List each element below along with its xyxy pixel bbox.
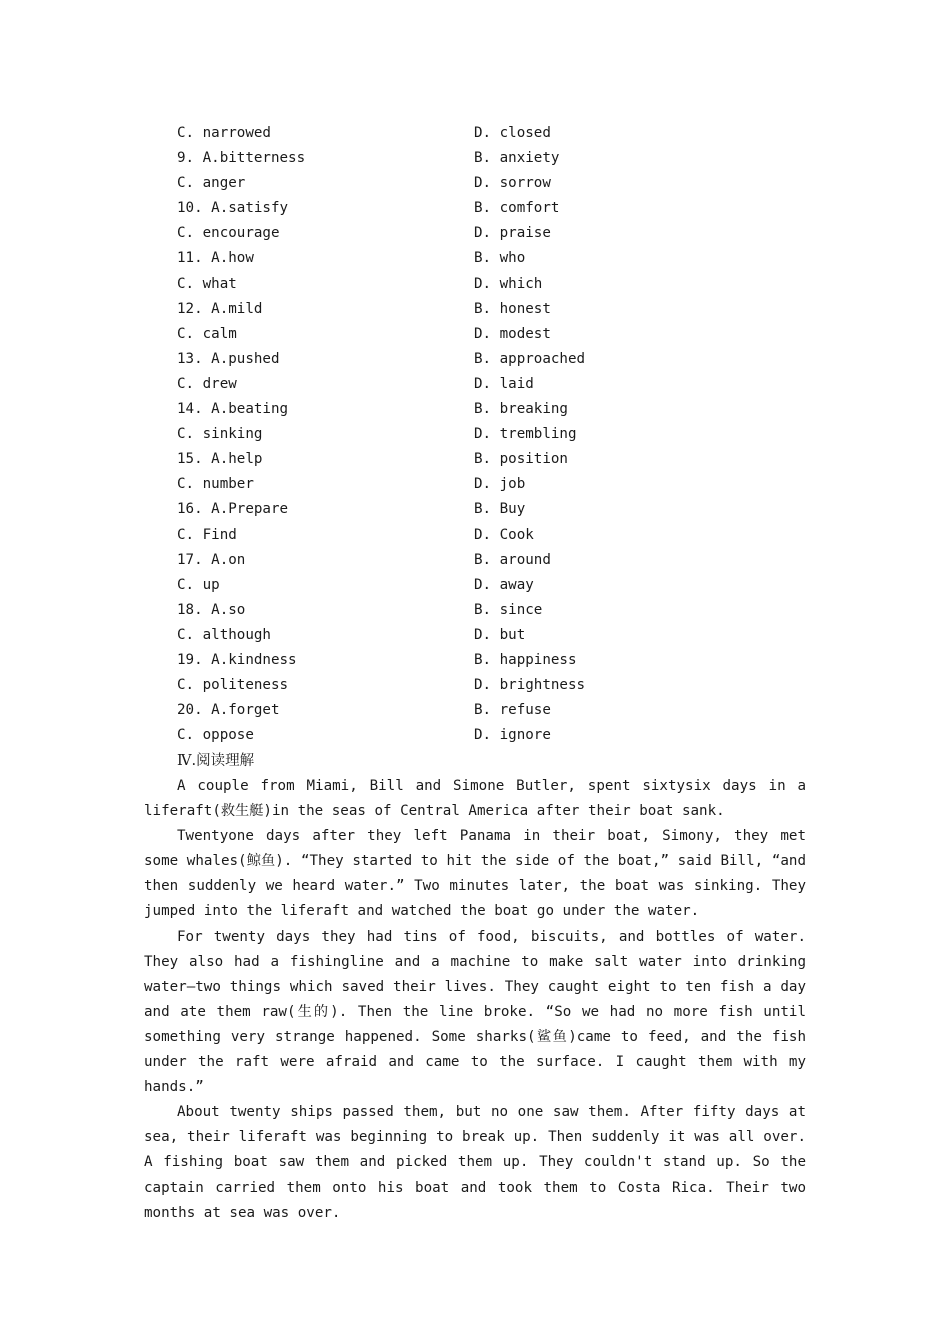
option-left: 13. A.pushed: [177, 350, 280, 367]
option-left: C. anger: [177, 175, 246, 192]
option-right: B. who: [474, 250, 526, 267]
option-row: [177, 723, 817, 748]
option-row: [177, 497, 817, 522]
option-left: 17. A.on: [177, 551, 246, 568]
option-right: B. breaking: [474, 401, 568, 418]
option-right: B. approached: [474, 350, 586, 367]
option-right: B. happiness: [474, 651, 577, 668]
option-left: C. narrowed: [177, 125, 271, 141]
option-right: B. anxiety: [474, 150, 560, 167]
option-row: [177, 397, 817, 422]
option-row: [177, 447, 817, 472]
option-left: C. sinking: [177, 426, 263, 443]
option-left: C. drew: [177, 375, 237, 392]
section-heading: Ⅳ.阅读理解: [177, 753, 255, 769]
option-left: C. number: [177, 476, 254, 493]
option-right: D. praise: [474, 225, 551, 242]
option-right: D. laid: [474, 375, 534, 392]
option-row: [177, 623, 817, 648]
option-left: C. oppose: [177, 727, 254, 744]
option-right: D. job: [474, 476, 526, 493]
option-right: D. brightness: [474, 677, 586, 694]
option-left: C. politeness: [177, 677, 289, 694]
option-row: [177, 698, 817, 723]
option-left: 14. A.beating: [177, 401, 289, 418]
passage-paragraph: A couple from Miami, Bill and Simone Butler, spent sixtysix days in a liferaft(救生艇)in the seas of Central America after their boat sank.: [144, 778, 806, 820]
option-right: B. refuse: [474, 702, 551, 719]
answer-options: [177, 121, 817, 748]
option-left: C. what: [177, 275, 237, 292]
option-left: 18. A.so: [177, 601, 246, 618]
option-left: 19. A.kindness: [177, 651, 297, 668]
option-row: [177, 196, 817, 221]
option-left: C. encourage: [177, 225, 280, 242]
option-row: [177, 322, 817, 347]
passage-paragraph: For twenty days they had tins of food, biscuits, and bottles of water. They also had a fishingline and a machine to make salt water into drinking water—two things which saved their lives. They caught eight to ten fish a day and ate them raw(生的). Then the line broke. “So we had no more fish until something very strange happened. Some sharks(鲨鱼)came to feed, and the fish under the raft were afraid and came to the surface. I caught them with my hands.”: [144, 928, 806, 1096]
option-right: D. modest: [474, 325, 551, 342]
option-left: 11. A.how: [177, 250, 254, 267]
option-left: C. up: [177, 576, 220, 593]
option-right: B. around: [474, 551, 551, 568]
option-row: [177, 472, 817, 497]
option-right: B. honest: [474, 300, 551, 317]
option-right: B. since: [474, 601, 543, 618]
option-left: C. calm: [177, 325, 237, 342]
option-right: D. but: [474, 626, 526, 643]
option-right: D. sorrow: [474, 175, 551, 192]
option-left: C. although: [177, 626, 271, 643]
option-right: D. trembling: [474, 426, 577, 443]
passage-paragraph: Twentyone days after they left Panama in their boat, Simony, they met some whales(鲸鱼). “They started to hit the side of the boat,” said Bill, “and then suddenly we heard water.” Two minutes later, the boat was sinking. They jumped into the liferaft and watched the boat go under the water.: [144, 828, 806, 920]
option-left: 16. A.Prepare: [177, 501, 289, 518]
option-row: [177, 648, 817, 673]
option-row: [177, 548, 817, 573]
option-row: [177, 297, 817, 322]
option-right: B. position: [474, 451, 568, 468]
option-row: [177, 272, 817, 297]
option-row: [177, 673, 817, 698]
passage-paragraph: About twenty ships passed them, but no one saw them. After fifty days at sea, their liferaft was beginning to break up. Then suddenly it was all over. A fishing boat saw them and picked them up. They couldn't stand up. So the captain carried them onto his boat and took them to Costa Rica. Their two months at sea was over.: [144, 1104, 806, 1221]
option-row: [177, 246, 817, 271]
option-row: [177, 146, 817, 171]
option-row: [177, 598, 817, 623]
option-left: C. Find: [177, 526, 237, 543]
option-row: [177, 523, 817, 548]
option-right: D. away: [474, 576, 534, 593]
option-right: D. closed: [474, 125, 551, 141]
option-right: B. Buy: [474, 501, 526, 518]
option-right: B. comfort: [474, 200, 560, 217]
option-row: [177, 372, 817, 397]
reading-passage: [144, 774, 806, 1226]
option-row: [177, 347, 817, 372]
option-left: 9. A.bitterness: [177, 150, 306, 167]
option-left: 15. A.help: [177, 451, 263, 468]
option-row: [177, 221, 817, 246]
option-right: D. which: [474, 275, 543, 292]
option-row: [177, 171, 817, 196]
option-left: 10. A.satisfy: [177, 200, 289, 217]
option-left: 20. A.forget: [177, 702, 280, 719]
option-row: [177, 121, 817, 146]
option-right: D. ignore: [474, 727, 551, 744]
option-row: [177, 422, 817, 447]
option-left: 12. A.mild: [177, 300, 263, 317]
option-row: [177, 573, 817, 598]
option-right: D. Cook: [474, 526, 534, 543]
